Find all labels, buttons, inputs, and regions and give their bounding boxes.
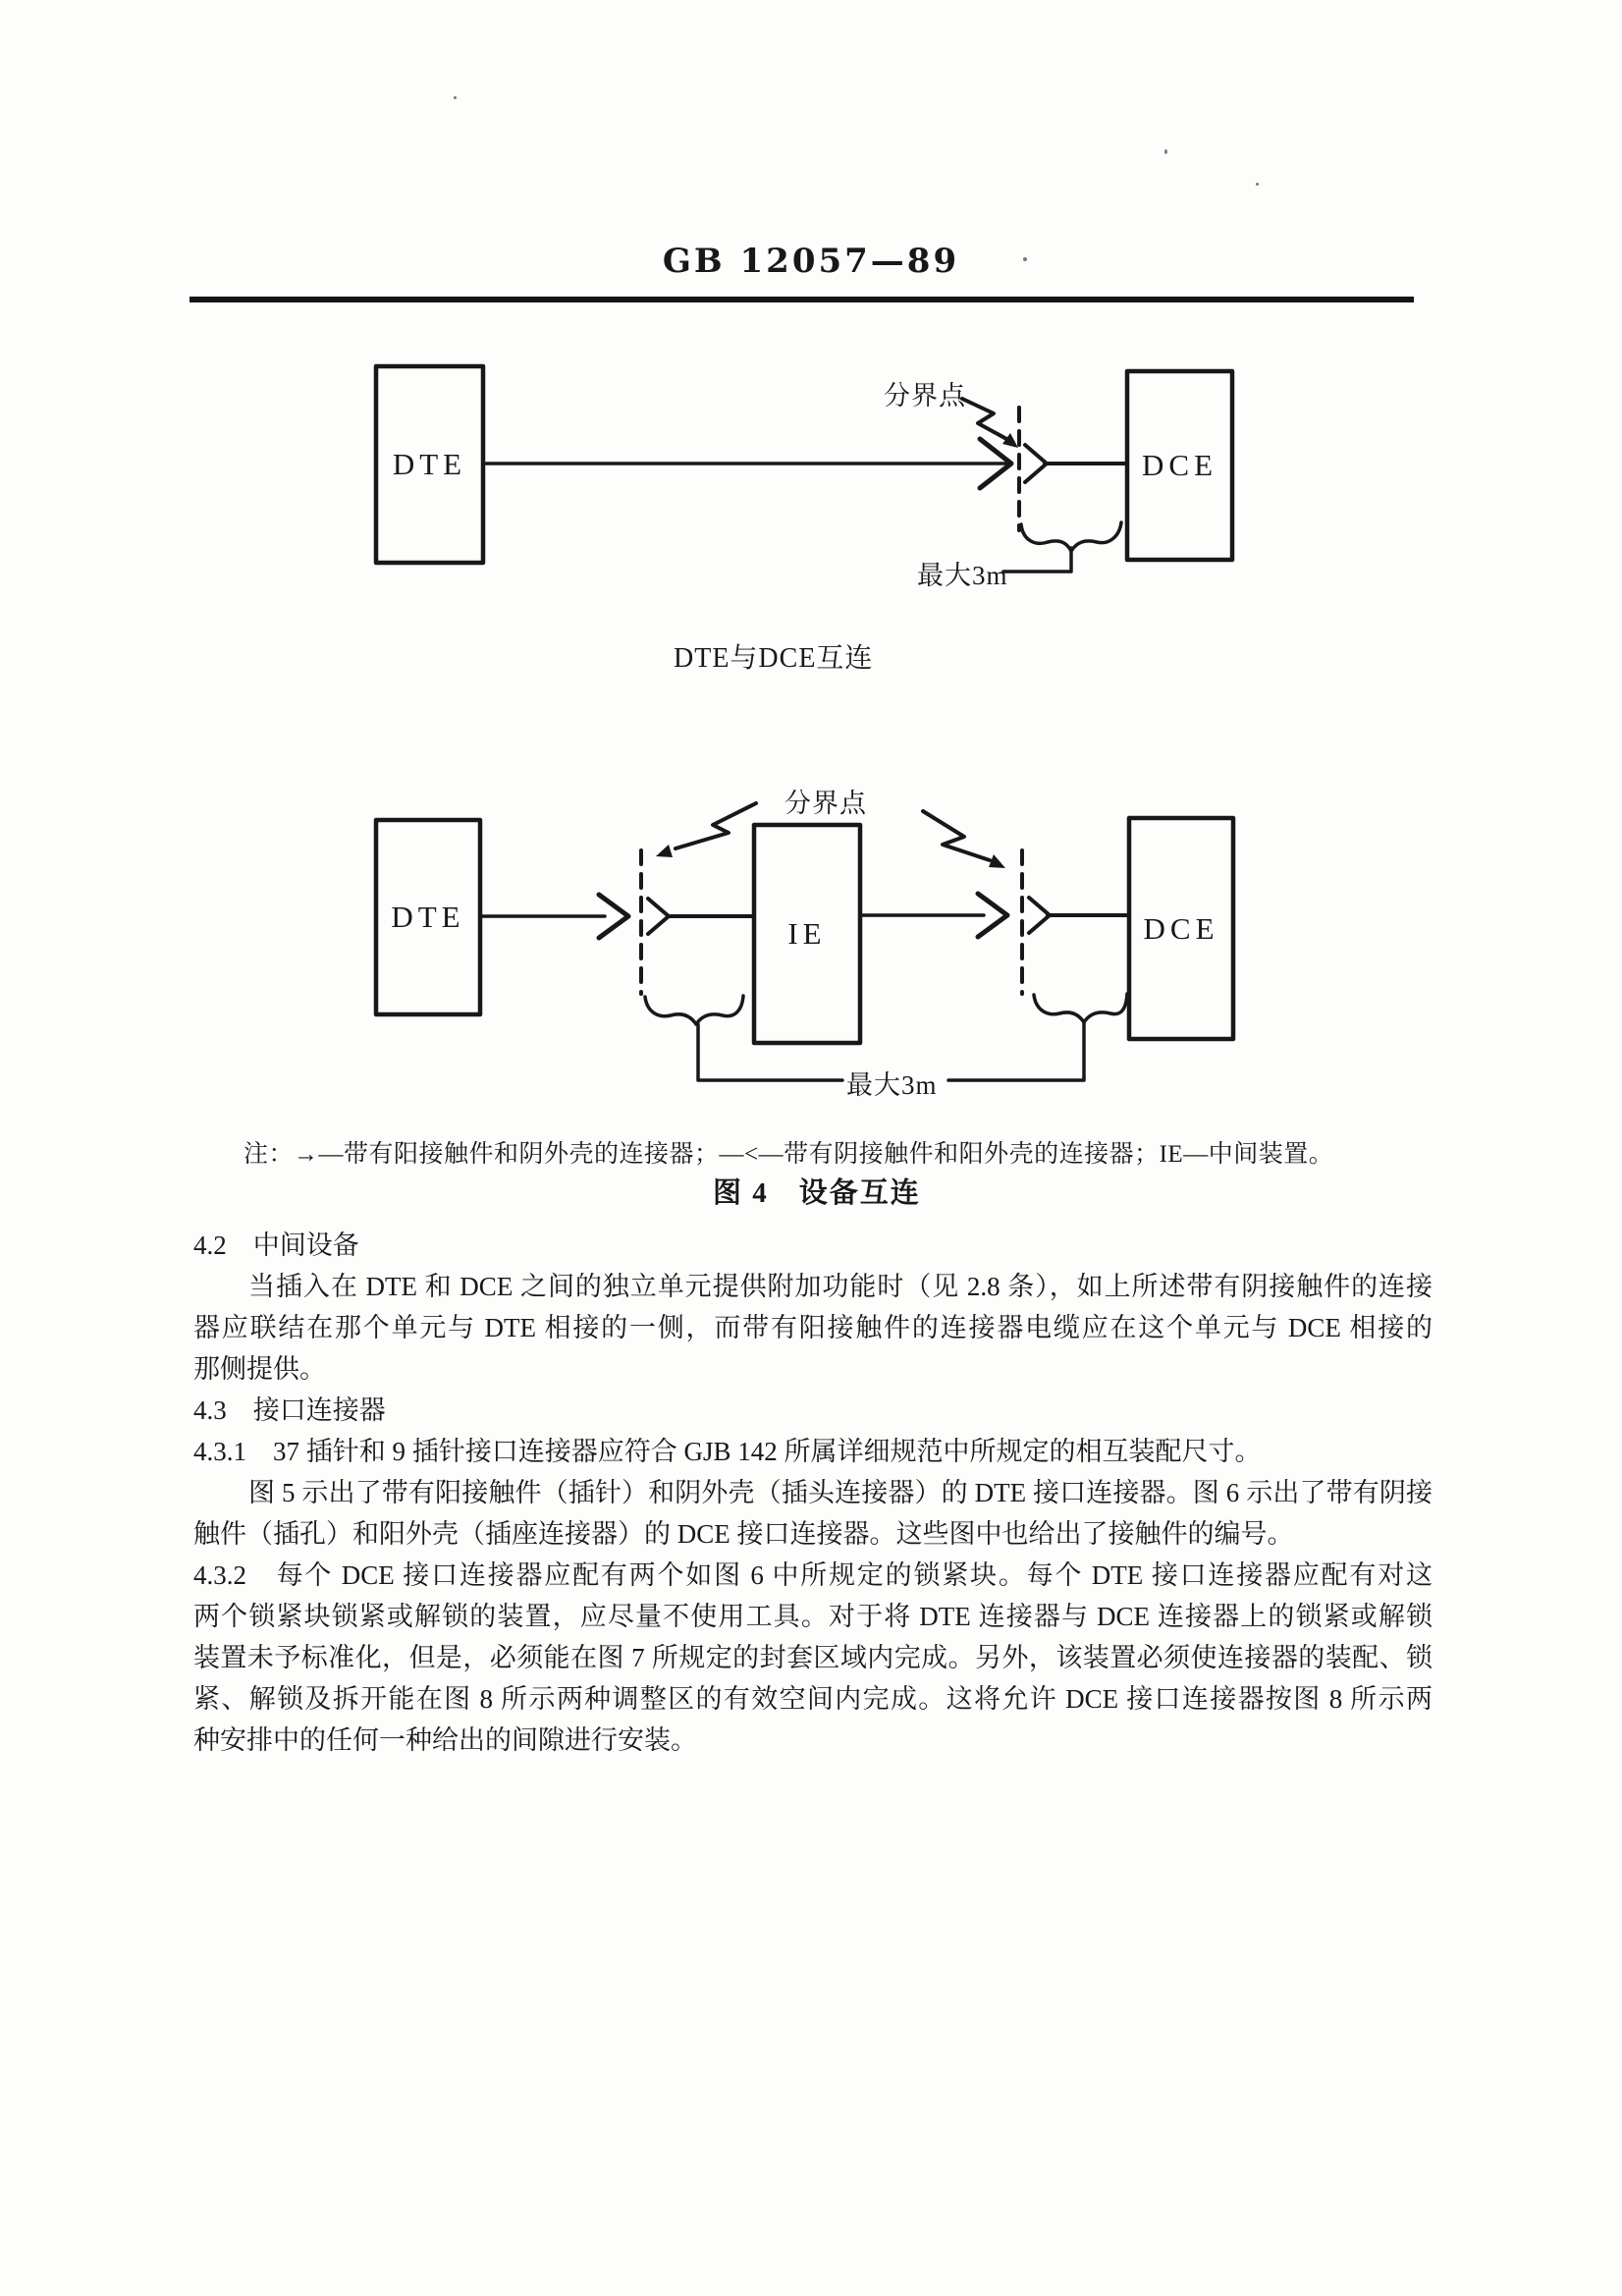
body-text [193,1225,1433,1761]
body-line: 紧、解锁及拆开能在图 8 所示两种调整区的有效空间内完成。这将允许 DCE 接口连接器按图 8 所示两 [193,1684,1433,1714]
section-heading-4-2: 4.2 中间设备 [193,1230,359,1260]
clause-4-3-2: 4.3.2 每个 DCE 接口连接器应配有两个如图 6 中所规定的锁紧块。每个 DTE 接口连接器应配有对这 [193,1560,1433,1590]
body-line: 当插入在 DTE 和 DCE 之间的独立单元提供附加功能时（见 2.8 条），如上所述带有阴接触件的连接 [248,1272,1433,1301]
dte-label: DTE [392,447,467,481]
boundary-point-label-2: 分界点 [784,789,867,818]
scan-speck [1164,149,1167,154]
length-brace-left [645,996,743,1024]
clause-4-3-1: 4.3.1 37 插针和 9 插针接口连接器应符合 GJB 142 所属详细规范中所规定的相互装配尺寸。 [193,1437,1262,1466]
dce-label-2: DCE [1143,910,1219,946]
scan-speck [1256,183,1259,186]
boundary-zigzag-arrow-left [676,803,756,848]
max-length-label-2: 最大3m [846,1070,938,1100]
body-line: 图 5 示出了带有阳接触件（插针）和阴外壳（插头连接器）的 DTE 接口连接器。图 6 示出了带有阴接 [248,1478,1433,1507]
boundary-point-label: 分界点 [884,381,966,410]
body-line: 种安排中的任何一种给出的间隙进行安装。 [193,1725,697,1755]
scan-speck [454,96,457,99]
standard-number: GB 12057—89 [662,242,960,281]
body-line: 器应联结在那个单元与 DTE 相接的一侧，而带有阳接触件的连接器电缆应在这个单元与 DCE 相接的 [193,1313,1433,1342]
zigzag-arrowhead-right [989,854,1005,868]
body-line: 触件（插孔）和阳外壳（插座连接器）的 DCE 接口连接器。这些图中也给出了接触件的编号。 [193,1519,1294,1549]
max-length-label: 最大3m [917,561,1008,590]
length-brace-right [1034,994,1127,1022]
zigzag-arrowhead [1002,433,1018,448]
length-leader-line [1003,548,1071,572]
figure-caption: 图 4 设备互连 [713,1177,921,1209]
zigzag-arrowhead-left [656,845,673,857]
female-connector-chevron-left [648,899,669,934]
header-rule [189,297,1414,302]
scan-speck [1023,257,1027,261]
ie-label: IE [787,916,827,951]
length-leader-right [948,1022,1084,1080]
dce-label: DCE [1142,448,1217,482]
section-heading-4-3: 4.3 接口连接器 [193,1395,386,1425]
figure-note: 注：→—带有阳接触件和阴外壳的连接器；—<—带有阴接触件和阳外壳的连接器；IE—中间装置。 [243,1141,1334,1168]
boundary-zigzag-arrow [962,399,1008,440]
diagram1 [376,366,1232,572]
body-line: 两个锁紧块锁紧或解锁的装置，应尽量不使用工具。对于将 DTE 连接器与 DCE 连接器上的锁紧或解锁 [193,1602,1433,1631]
boundary-zigzag-arrow-right [923,811,990,860]
dte-label-2: DTE [391,900,465,934]
body-line: 装置未予标准化，但是，必须能在图 7 所规定的封套区域内完成。另外，该装置必须使连接器的装配、锁 [193,1643,1433,1672]
body-line: 那侧提供。 [193,1354,326,1384]
diagram1-caption: DTE与DCE互连 [674,643,874,674]
